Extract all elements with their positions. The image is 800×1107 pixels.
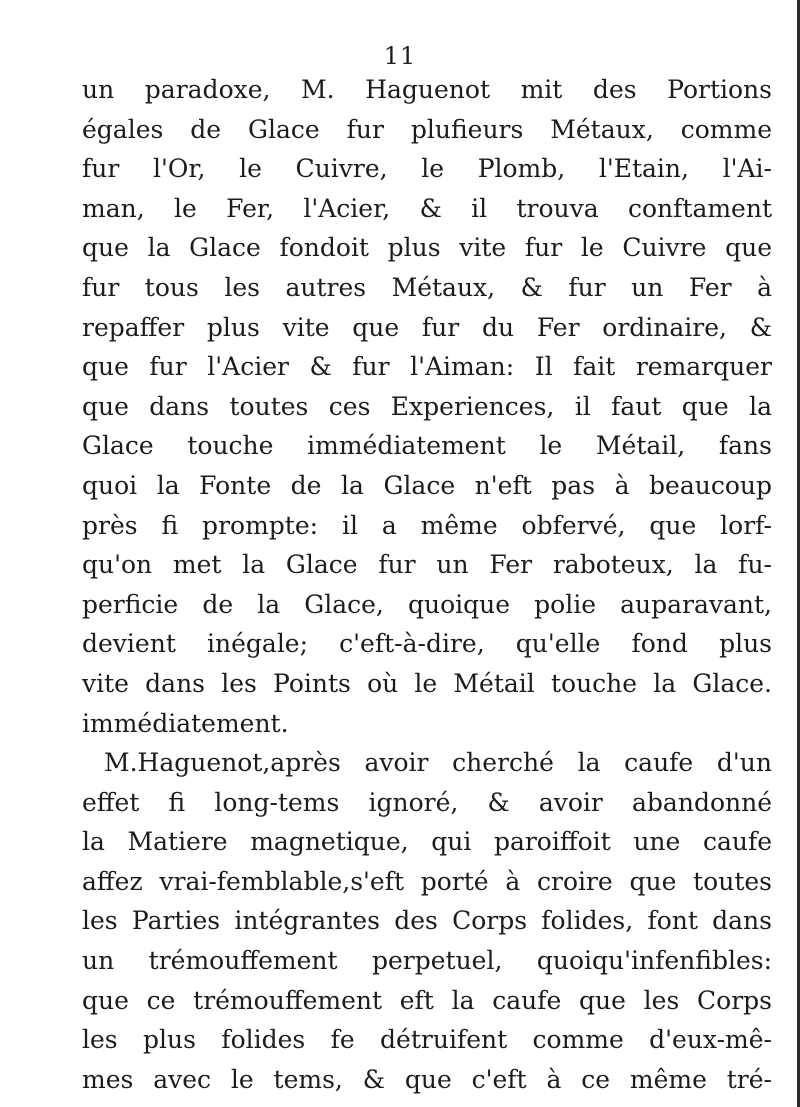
text-line: près fi prompte: il a même obfervé, que lorf- [82, 510, 772, 540]
text-line: man, le Fer, l'Acier, & il trouva conftament [82, 193, 772, 223]
text-line: égales de Glace fur plufieurs Métaux, comme [82, 114, 772, 144]
text-line: la Matiere magnetique, qui paroiffoit une caufe [82, 827, 772, 857]
text-line: qu'on met la Glace fur un Fer raboteux, la fu- [82, 550, 772, 580]
text-line: effet fi long-tems ignoré, & avoir abandonné [82, 787, 772, 817]
text-line: les Parties intégrantes des Corps folides, font dans [82, 906, 772, 936]
text-line: que ce trémouffement eft la caufe que les Corps [82, 985, 772, 1015]
text-line: Glace touche immédiatement le Métail, fans [82, 431, 772, 461]
text-line: que fur l'Acier & fur l'Aiman: Il fait remarquer [82, 352, 772, 382]
text-line: que la Glace fondoit plus vite fur le Cuivre que [82, 233, 772, 263]
page-number: 11 [383, 42, 417, 70]
text-line: les plus folides fe détruifent comme d'eux-mê- [82, 1025, 772, 1055]
text-line: repaffer plus vite que fur du Fer ordinaire, & [82, 312, 772, 342]
text-line: affez vrai-femblable,s'eft porté à croire que toutes [82, 866, 772, 896]
text-line: fur l'Or, le Cuivre, le Plomb, l'Etain, l'Ai- [82, 154, 772, 184]
body-text [82, 70, 772, 1099]
text-line: quoi la Fonte de la Glace n'eft pas à beaucoup [82, 470, 772, 500]
text-line: immédiatement. [82, 708, 289, 738]
text-line: devient inégale; c'eft-à-dire, qu'elle fond plus [82, 629, 772, 659]
text-line: M.Haguenot,après avoir cherché la caufe d'un [104, 748, 772, 778]
text-line: fur tous les autres Métaux, & fur un Fer à [82, 272, 772, 302]
text-line: vite dans les Points où le Métail touche la Glace. [82, 668, 772, 698]
text-line: mes avec le tems, & que c'eft à ce même tré- [82, 1064, 772, 1094]
text-line: perficie de la Glace, quoique polie auparavant, [82, 589, 772, 619]
text-line: que dans toutes ces Experiences, il faut que la [82, 391, 772, 421]
text-line: un paradoxe, M. Haguenot mit des Portions [82, 75, 772, 104]
text-line: un trémouffement perpetuel, quoiqu'infenfibles: [82, 946, 772, 976]
